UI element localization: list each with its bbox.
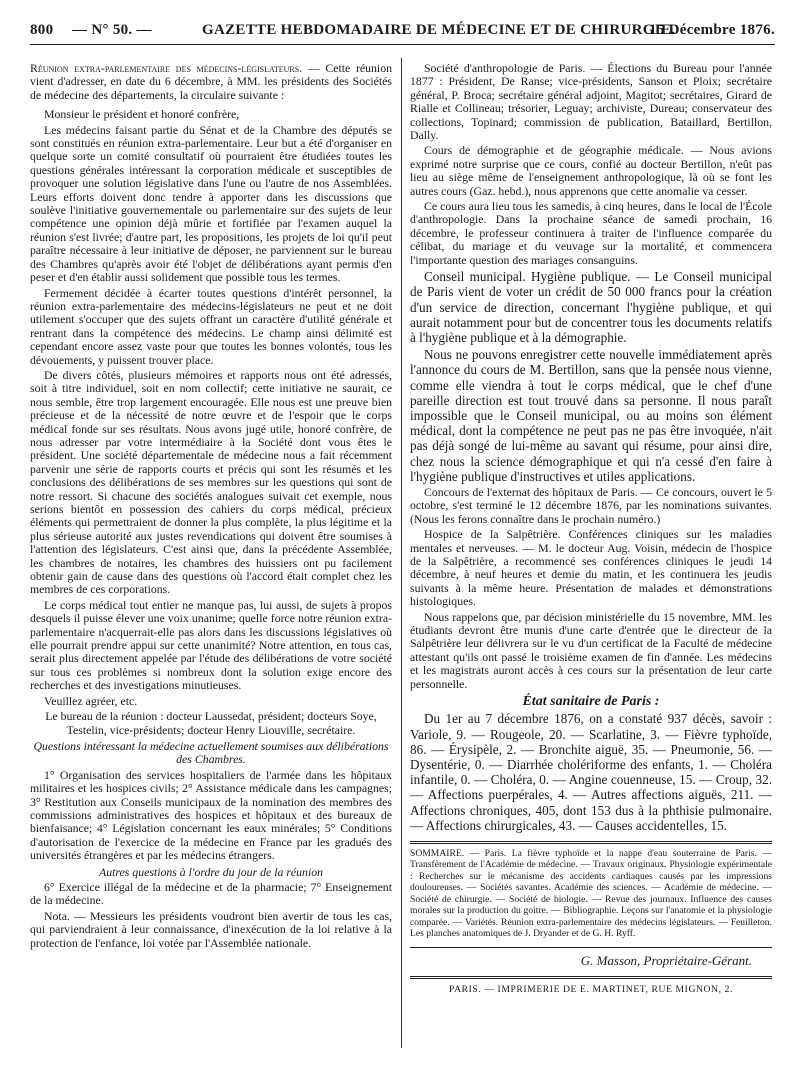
sommaire: SOMMAIRE. — Paris. La fièvre typhoïde et la nappe d'eau souterraine de Paris. — Transfèrement de l'Académie de médecine. — Travaux originaux. Physiologie expérimentale : Recherches sur le mécanisme des accidents cardiaques causés par les impressions douloureuses. — Sociétés savantes. Académie des sciences. — Académie de médecine. — Société de chirurgie. — Société de biologie. — Revue des journaux. Influence des causes morales sur la production du goitre. — Bibliographie. Leçons sur l'anatomie et la physiologie comparée. — Variétés. Réunion extra-parlementaire des médecins législateurs. — Feuilleton. Les planches anatomiques de J. Dryander et de G. H. Ryff.: [410, 848, 772, 939]
paragraph-3: De divers côtés, plusieurs mémoires et rapports nous ont été adressés, soit à titre individuel, soit en nom collectif; cette initiative ne saurait, ce nous semble, être trop largement encouragée. Elle nous est une preuve bien précieuse et de la nécessité de notre œuvre et de l'espoir que le corps médical fonde sur ses résultats. Nous avons jugé utile, honoré confrère, de nous adresser par votre intermédiaire à la Société dont vous êtes le président. Une société départementale de médecine nous a fait récemment parvenir une série de rapports courts et précis qui sont les résumés et les conclusions des délibérations de ses membres sur les questions qui sont de notre ressort. Si chacune des sociétés analogues suivait cet exemple, nous serions bientôt en possession des cahiers du corps médical, précieux éléments qui permettraient de donner la plus complète, la plus légitime et la plus sérieuse autorité aux justes revendications qui doivent être soumises à l'attention des législateurs. C'est ainsi que, dans la précédente Assemblée, les chambres de notaires, les chambres des huissiers ont pu facilement obtenir gain de cause dans des questions où l'accord était complet chez les membres de ces corporations.: [30, 367, 392, 597]
sommaire-bottom-rule: [410, 947, 772, 948]
right-column: [410, 62, 772, 998]
column-divider: [401, 58, 402, 1048]
autres-heading: Autres questions à l'ordre du jour de la réunion: [98, 864, 324, 879]
paragraph-4: Le corps médical tout entier ne manque pas, lui aussi, de sujets à propos desquels il puisse élever une voix unanime; quelle force notre réunion extra-parlementaire n'acquerrait-elle pas alors dans les discussions législatives où elle pourrait prendre appui sur cette unanimité? Notre attention, en tous cas, serait plus directement appelée par l'étude des délibérations de votre société sur tous ces problèmes si nombreux dont la solution exige encore des recherches et des investigations minutieuses.: [30, 597, 392, 693]
reunion-title: Réunion extra-parlementaire des médecins-législateurs.: [30, 61, 303, 75]
salutation: Monsieur le président et honoré confrère,: [44, 107, 240, 122]
issue-number: — N° 50. —: [72, 22, 152, 38]
questions-text: 1° Organisation des services hospitaliers de l'armée dans les hôpitaux militaires et les hospices civils; 2° Assistance médicale dans les campagnes; 3° Restitution aux Conseils municipaux de la nomination des membres des commissions administratives des hospices et hôpitaux et des bureaux de bienfaisance; 4° Législation concernant les eaux minérales; 5° Conditions d'autorisation de l'exercice de la médecine en France par les gradués des universités étrangères et par les médecins étrangers.: [30, 767, 392, 863]
gerant-signature: G. Masson, Propriétaire-Gérant.: [580, 953, 752, 969]
conseil-municipal-note-2: Nous ne pouvons enregistrer cette nouvelle immédiatement après l'annonce du cours de M. Bertillon, sans que la pensée nous vienne, comme elle viendra à tout le corps médical, que le chef d'une pareille direction est tout trouvé dans sa personne. Il nous paraît impossible que le Conseil municipal, ou au moins son élément médical, dont la compétence ne peut pas ne pas être invoquée, n'ait pas déjà songé de lui-même au savant qui résume, pour ainsi dire, chez nous la science démographique et qui n'a cessé d'en faire à l'hygiène publique d'instructives et utiles applications.: [410, 347, 772, 484]
demographie-note: Cours de démographie et de géographie médicale. — Nous avions exprimé notre surprise que ce cours, confié au docteur Bertillon, n'eût pas lieu au siège même de l'enseignement anthropologique, là où se font les autres cours (Gaz. hebd.), nous apprenons que cette anomalie va cesser.: [410, 143, 772, 198]
autres-text: 6° Exercice illégal de la médecine et de la pharmacie; 7° Enseignement de la médecine.: [30, 879, 392, 908]
etat-sanitaire-text: Du 1er au 7 décembre 1876, on a constaté 937 décès, savoir : Variole, 9. — Rougeole, 20. — Scarlatine, 3. — Fièvre typhoïde, 86. — Érysipèle, 2. — Bronchite aiguë, 35. — Pneumonie, 56. — Dysentérie, 0. — Diarrhée cholériforme des enfants, 1. — Choléra infantile, 0. — Choléra, 0. — Angine couenneuse, 15. — Croup, 32. — Affections puerpérales, 4. — Autres affections aiguës, 211. — Affections chroniques, 405, dont 153 dus à la phthisie pulmonaire. — Affections chirurgicales, 43. — Causes accidentelles, 15.: [410, 711, 772, 833]
etat-sanitaire-heading: État sanitaire de Paris :: [522, 694, 660, 710]
paragraph-2: Fermement décidée à écarter toutes questions d'intérêt personnel, la réunion extra-parlementaire des médecins-législateurs ne peut et ne doit utilement s'occuper que des sujets offrant un caractère d'utilité générale et rentrant dans la compétence des médecins. Le champ ainsi délimité est cependant encore assez vaste pour que toutes les bonnes volontés, tous les dévouements, y puissent trouver place.: [30, 285, 392, 367]
demographie-note-2: Ce cours aura lieu tous les samedis, à cinq heures, dans le local de l'École d'anthropologie. Dans la prochaine séance de samedi prochain, 16 décembre, le professeur continuera à traiter de l'influence comparée du célibat, du mariage et du veuvage sur la mortalité, et commencera l'importante question des mariages consanguins.: [410, 199, 772, 267]
conseil-municipal-note: Conseil municipal. Hygiène publique. — Le Conseil municipal de Paris vient de voter un crédit de 50 000 francs pour la création d'un service de direction, concernant l'hygiène publique, et qui aurait notamment pour but de concentrer tous les documents relatifs à l'hygiène publique et à la démographie.: [410, 269, 772, 345]
page-header: [30, 22, 775, 44]
imprint: PARIS. — IMPRIMERIE DE E. MARTINET, RUE MIGNON, 2.: [449, 983, 733, 995]
salpetriere-note: Hospice de la Salpêtrière. Conférences cliniques sur les maladies mentales et nerveuses. — M. le docteur Aug. Voisin, médecin de l'hospice de la Salpêtrière, a recommencé ses conférences cliniques le jeudi 14 décembre, à neuf heures et demie du matin, et les continuera les jeudis suivants à la même heure. Présentation de malades et démonstrations histologiques.: [410, 527, 772, 609]
reunion-intro: [30, 62, 392, 102]
journal-title: GAZETTE HEBDOMADAIRE DE MÉDECINE ET DE CHIRURGIE.: [202, 22, 676, 38]
paragraph-1: Les médecins faisant partie du Sénat et de la Chambre des députés se sont constitués en réunion extra-parlementaire. Leur but a été d'organiser en quelque sorte un comité consultatif où pourraient être étudiées toutes les questions générales intéressant la corporation médicale et susceptibles de provoquer une solution législative dans l'une ou l'autre de nos Assemblées. Leurs efforts doivent donc tendre à apporter dans les discussions que soulève l'initiative gouvernementale ou parlementaire sur des sujets de leur compétence une opinion déjà mûrie et fortifiée par l'examen auquel la réunion s'est livrée; d'autre part, les propositions, les projets de loi qu'il peut paraître nécessaire à leur initiative de déposer, ne parviennent sur le bureau des Chambres qu'après avoir été l'objet de délibérations ayant permis d'en peser et d'en établir aussi solidement que possible tous les termes.: [30, 122, 392, 285]
imprint-rule: [410, 976, 772, 979]
issue-date: 15 Décembre 1876.: [648, 22, 775, 38]
left-column: [30, 62, 392, 952]
paragraph-5: Veuillez agréer, etc.: [44, 693, 138, 708]
header-rule: [30, 44, 775, 45]
reunion-intro-text: — Cette réunion vient d'adresser, en date du 6 décembre, à MM. les présidents des Sociétés de médecine des départements, la circulaire suivante :: [30, 61, 392, 102]
anthropologie-note: Société d'anthropologie de Paris. — Élections du Bureau pour l'année 1877 : Président, De Ranse; vice-présidents, Sanson et Ploix; secrétaire général, P. Broca; secrétaire général adjoint, Magitot; secrétaires, Girard de Rialle et Collineau; trésorier, Leguay; archiviste, Dureau; conservateur des collections, Topinard; commission de publication, Bataillard, Bertillon, Dally.: [410, 61, 772, 143]
salpetriere-note-2: Nous rappelons que, par décision ministérielle du 15 novembre, MM. les étudiants devront être munis d'une carte d'entrée que le directeur de la Salpêtrière leur délivrera sur le vu d'un certificat de la Faculté de médecine attestant qu'ils ont passé le troisième examen de fin d'année. Les médecins et les magistrats auront accès à ces cours sur la présentation de leur carte personnelle.: [410, 609, 772, 691]
bureau-signature: Le bureau de la réunion : docteur Laussedat, président; docteurs Soye, Testelin, vice-présidents; docteur Henry Liouville, secrétaire.: [45, 709, 377, 737]
sommaire-top-rule: [410, 841, 772, 844]
concours-note: Concours de l'externat des hôpitaux de Paris. — Ce concours, ouvert le 5 octobre, s'est terminé le 12 décembre 1876, par les nominations suivantes. (Nous les ferons connaître dans le prochain numéro.): [410, 484, 772, 526]
nota: Nota. — Messieurs les présidents voudront bien avertir de tous les cas, qui parviendraient à leur connaissance, d'inexécution de la loi relative à la protection de l'enfance, loi votée par l'Assemblée nationale.: [30, 908, 392, 950]
questions-heading: Questions intéressant la médecine actuellement soumises aux délibérations des Chambres.: [33, 738, 389, 767]
page-number: 800: [30, 22, 54, 38]
